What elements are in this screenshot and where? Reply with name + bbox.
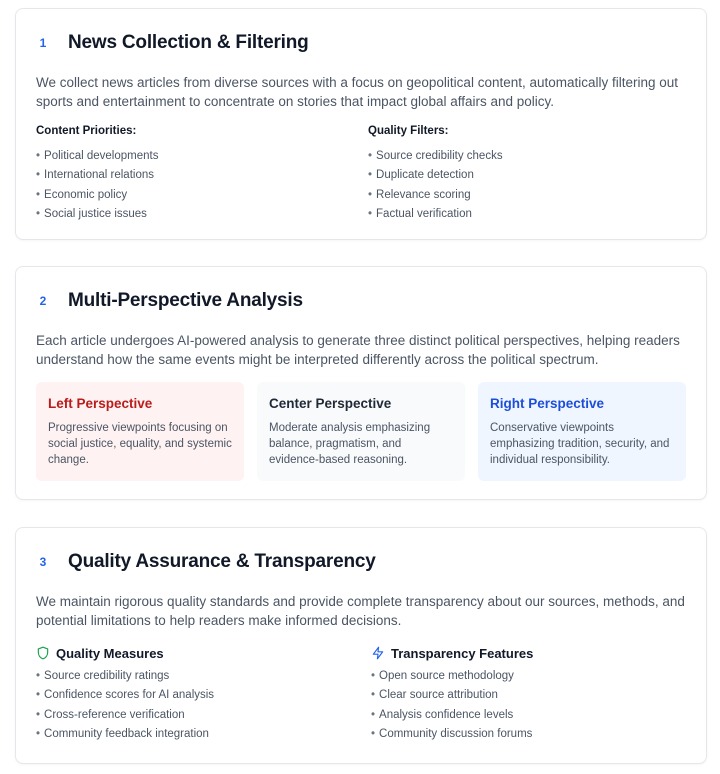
quality-assurance-card (15, 527, 707, 764)
section-title: News Collection & Filtering (68, 32, 309, 53)
perspective-description: Moderate analysis emphasizing balance, pragmatism, and evidence-based reasoning. (269, 422, 431, 466)
list-item: • Clear source attribution (371, 686, 671, 705)
column-heading: Quality Filters: (368, 125, 449, 137)
list-item: • Source credibility checks (368, 147, 668, 166)
perspective-description: Conservative viewpoints emphasizing tradition, security, and individual responsibility. (490, 422, 670, 466)
content-priorities-list (36, 147, 336, 224)
multi-perspective-card (15, 266, 707, 500)
column-heading-label: Transparency Features (391, 645, 534, 661)
list-item: • International relations (36, 166, 336, 185)
quality-filters-column (368, 125, 668, 224)
perspective-title: Center Perspective (269, 396, 392, 411)
list-item: • Duplicate detection (368, 166, 668, 185)
list-item: • Source credibility ratings (36, 667, 336, 686)
transparency-features-column (371, 644, 671, 744)
lightning-icon (371, 646, 385, 660)
list-item: • Analysis confidence levels (371, 706, 671, 725)
section-description: Each article undergoes AI-powered analysis to generate three distinct political perspectives, helping readers understand how the same events might be interpreted differently across the political spectrum. (36, 333, 680, 367)
column-heading (371, 644, 671, 662)
quality-measures-list (36, 667, 336, 744)
list-item: • Factual verification (368, 205, 668, 224)
right-perspective-box (478, 382, 686, 481)
news-collection-card (15, 8, 707, 240)
section-header (36, 32, 309, 54)
section-description: We maintain rigorous quality standards and provide complete transparency about our sources, methods, and potential limitations to help readers make informed decisions. (36, 594, 685, 628)
quality-filters-list (368, 147, 668, 224)
step-number: 2 (39, 294, 47, 308)
perspective-title: Left Perspective (48, 396, 153, 411)
section-description: We collect news articles from diverse sources with a focus on geopolitical content, automatically filtering out sports and entertainment to concentrate on stories that impact global affairs and policy. (36, 75, 679, 109)
quality-measures-column (36, 644, 336, 744)
section-header (36, 551, 376, 573)
section-title: Multi-Perspective Analysis (68, 290, 303, 311)
list-item: • Political developments (36, 147, 336, 166)
list-item: • Open source methodology (371, 667, 671, 686)
step-number: 1 (39, 36, 47, 50)
column-heading-label: Quality Measures (56, 645, 164, 661)
transparency-features-list (371, 667, 671, 744)
shield-icon (36, 646, 50, 660)
content-priorities-column (36, 125, 336, 224)
list-item: • Community discussion forums (371, 725, 671, 744)
list-item: • Economic policy (36, 186, 336, 205)
list-item: • Community feedback integration (36, 725, 336, 744)
column-heading (36, 644, 336, 662)
list-item: • Social justice issues (36, 205, 336, 224)
left-perspective-box (36, 382, 244, 481)
section-header (36, 290, 303, 312)
column-heading: Content Priorities: (36, 125, 137, 137)
center-perspective-box (257, 382, 465, 481)
list-item: • Cross-reference verification (36, 706, 336, 725)
perspective-description: Progressive viewpoints focusing on social justice, equality, and systemic change. (48, 422, 232, 466)
step-number: 3 (39, 555, 47, 569)
section-title: Quality Assurance & Transparency (68, 551, 376, 572)
perspective-title: Right Perspective (490, 396, 605, 411)
list-item: • Confidence scores for AI analysis (36, 686, 336, 705)
list-item: • Relevance scoring (368, 186, 668, 205)
